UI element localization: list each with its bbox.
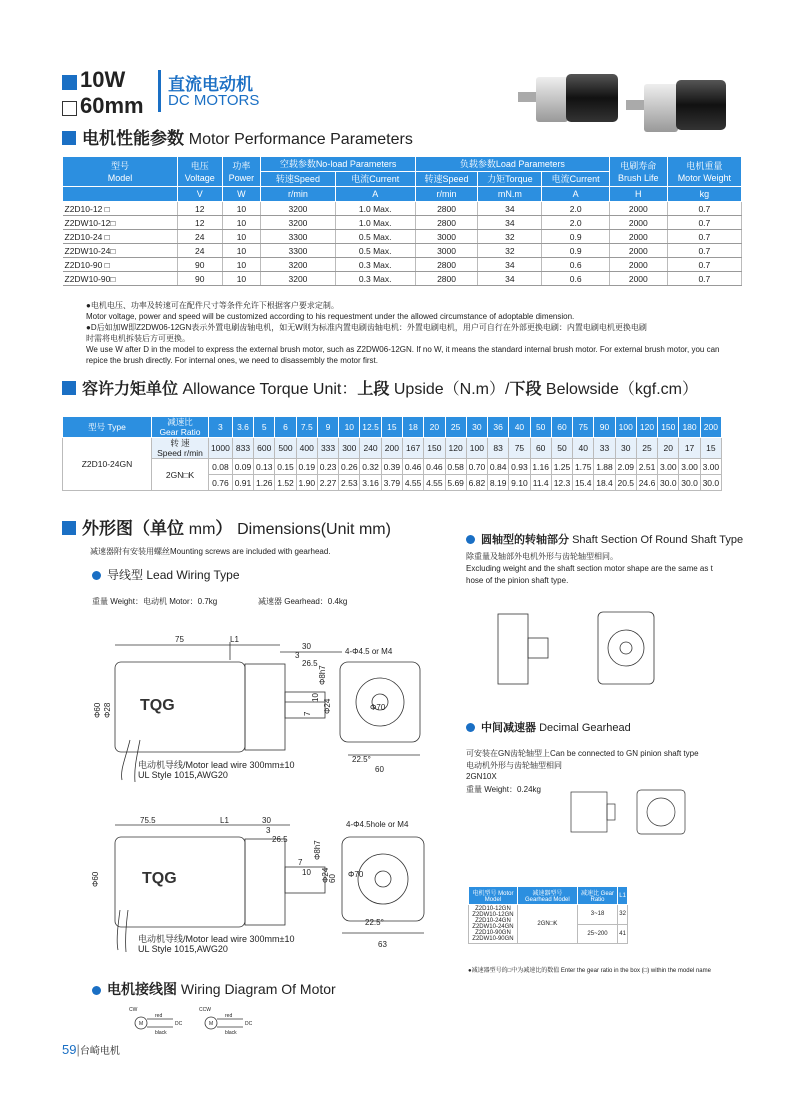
wiring-diagram (125, 1005, 255, 1037)
empty-square-icon (62, 101, 77, 116)
motor-symbol: M (139, 1021, 144, 1027)
table-row: Z2DW10-90□ 90 10 3200 0.3 Max. 2800 34 0.6 2000 0.7 (63, 272, 742, 286)
ratios-cell: 100 (615, 417, 636, 438)
dim2-phi70: Φ70 (348, 870, 364, 879)
kgf-cell: 30.0 (658, 475, 679, 491)
dim-holes: 4-Φ4.5 or M4 (345, 647, 393, 656)
ratios-cell: 3.6 (232, 417, 253, 438)
dim2-holes: 4-Φ4.5hole or M4 (346, 820, 409, 829)
round-shaft-heading: 圆轴型的转轴部分 Shaft Section Of Round Shaft Type (466, 531, 743, 547)
bullet-icon (92, 986, 101, 995)
ratios-cell: 7.5 (296, 417, 317, 438)
dim2-angle: 22.5° (365, 918, 384, 927)
performance-notes: ●电机电压、功率及转速可在配件尺寸等条件允许下根据客户要求定制。 Motor voltage, power and speed will be customized according to his requestment under the allowed circumstance of adoptable dimension. ●D后如加W即Z2DW06-12GN表示外置电刷齿轴电机，如无W则为标准内置电刷齿轴电机：外置电刷电机，用户可自行在外部更换电刷：内置电刷电机更换电刷 时需将电机拆装后方可更换。 We use W after D in the model to express the external brush motor, such as Z2DW06-12GN. If no W, it means the standard internal brush motor. For external brush motor, you can repice the brush directly. For internal ones, we need to disassembly the motor first. (86, 301, 720, 365)
nm-cell: 0.09 (232, 459, 253, 475)
header-title-en: DC MOTORS (168, 92, 260, 109)
kgf-cell: 4.55 (424, 475, 445, 491)
nm-cell: 0.93 (509, 459, 530, 475)
decimal-gear-drawing (565, 780, 695, 840)
nm-cell: 0.84 (488, 459, 509, 475)
bullet-icon (466, 535, 475, 544)
decimal-desc-1: 可安装在GN齿轮轴型上Can be connected to GN pinion shaft type (466, 749, 699, 758)
kgf-cell: 30.0 (679, 475, 700, 491)
decimal-desc-4: 重量 Weight：0.24kg (466, 785, 541, 794)
motor-weight: 重量 Weight：电动机 Motor：0.7kg (92, 597, 218, 606)
nm-cell: 0.39 (381, 459, 402, 475)
kgf-cell: 3.79 (381, 475, 402, 491)
ratios-cell: 30 (466, 417, 487, 438)
kgf-cell: 1.52 (275, 475, 296, 491)
ratios-cell: 10 (339, 417, 360, 438)
round-shaft-desc-1: 除重量及轴部外电机外形与齿轮轴型相同。 (466, 552, 618, 561)
speeds-cell: 40 (573, 438, 594, 459)
dim2-63: 63 (378, 940, 387, 949)
nm-cell: 1.25 (551, 459, 572, 475)
dc-label-2: DC (245, 1021, 253, 1027)
decimal-gear-table: 电机型号 Motor Model 减速器型号 Gearhead Model 减速比 Gear Ratio L1 Z2D10-12GN Z2DW10-12GN Z2D10-24GN Z2DW10-24GN Z2D10-90GN Z2DW10-90GN 2GN□K 3~18 32 25~200 41 (468, 886, 628, 944)
speeds-cell: 83 (488, 438, 509, 459)
dim-phi70: Φ70 (370, 703, 386, 712)
kgf-cell: 24.6 (636, 475, 657, 491)
dim-7: 7 (303, 711, 312, 716)
torque-table: 型号 Type 减速比 Gear Ratio 3 3.6 5 6 7.5 9 10 12.5 15 18 20 25 30 36 40 50 60 75 90 100 120 150 180 200 Z2D10-24GN 转 速 Speed r/min 1000 833 600 500 400 333 300 240 200 167 150 120 100 83 75 60 50 40 33 30 25 20 17 15 2GN□K 0.08 0.09 0.13 0.15 0.19 0.23 0.26 0.32 0.39 0.46 0.46 0.58 0.70 0.84 0.93 1.16 1.25 1.75 1.88 2.09 2.51 3.00 3.00 3.00 0.76 0.91 1.26 1.52 1.90 2.27 2.53 3.16 3.79 4.55 4.55 5.69 6.82 8.19 9.10 11.4 12.3 15.4 18.4 20.5 24.6 30.0 30.0 30.0 (62, 416, 722, 491)
torque-title: 容许力矩单位 Allowance Torque Unit：上段 Upside（N.m）/下段 Belowside（kgf.cm） (62, 376, 698, 399)
nm-cell: 0.15 (275, 459, 296, 475)
dim2-7: 7 (298, 858, 303, 867)
motor-photo (508, 62, 730, 144)
dim-angle: 22.5° (352, 755, 371, 764)
nm-cell: 1.16 (530, 459, 551, 475)
kgf-cell: 30.0 (700, 475, 721, 491)
ratios-cell: 12.5 (360, 417, 381, 438)
ratios-cell: 150 (658, 417, 679, 438)
wire-note-3: 电动机导线/Motor lead wire 300mm±10 (138, 934, 295, 944)
ratios-cell: 18 (402, 417, 423, 438)
speeds-cell: 167 (402, 438, 423, 459)
nm-cell: 0.70 (466, 459, 487, 475)
speeds-cell: 500 (275, 438, 296, 459)
kgf-cell: 11.4 (530, 475, 551, 491)
dim-phi24: Φ24 (323, 698, 332, 714)
dim2-755: 75.5 (140, 816, 156, 825)
speeds-cell: 333 (317, 438, 338, 459)
header-divider (158, 70, 161, 112)
red-label-2: red (225, 1013, 233, 1019)
tqg-logo: TQG (140, 697, 175, 714)
ratios-cell: 15 (381, 417, 402, 438)
kgf-cell: 2.27 (317, 475, 338, 491)
nm-cell: 3.00 (700, 459, 721, 475)
motor-symbol-2: M (209, 1021, 214, 1027)
header-power: 10W (62, 68, 125, 92)
kgf-cell: 1.26 (254, 475, 275, 491)
speeds-cell: 17 (679, 438, 700, 459)
dim2-l1: L1 (220, 816, 229, 825)
gearhead-weight: 减速器 Gearhead：0.4kg (258, 597, 348, 606)
dim-265: 26.5 (302, 659, 318, 668)
kgf-cell: 4.55 (402, 475, 423, 491)
decimal-footnote: ●减速器型号的□中为减速比的数值 Enter the gear ratio in the box (□) within the model name (468, 968, 711, 974)
kgf-cell: 0.91 (232, 475, 253, 491)
dim2-phi60: Φ60 (91, 871, 100, 887)
nm-cell: 0.58 (445, 459, 466, 475)
ratios-cell: 3 (209, 417, 233, 438)
decimal-gear-heading: 中间减速器 Decimal Gearhead (466, 719, 631, 735)
speeds-cell: 120 (445, 438, 466, 459)
page-footer: 59|台崎电机 (62, 1042, 120, 1057)
header-title-cn: 直流电动机 (168, 75, 253, 94)
dim-l1: L1 (230, 635, 239, 644)
tqg-logo-2: TQG (142, 870, 177, 887)
speeds-cell: 20 (658, 438, 679, 459)
kgf-cell: 18.4 (594, 475, 615, 491)
nm-cell: 0.19 (296, 459, 317, 475)
filled-square-icon (62, 75, 77, 90)
cw-label: CW (129, 1007, 138, 1013)
ratios-cell: 5 (254, 417, 275, 438)
dimensions-title: 外形图（单位 mm） Dimensions(Unit mm) (62, 514, 391, 539)
nm-cell: 0.23 (317, 459, 338, 475)
round-shaft-drawing (490, 596, 660, 706)
speeds-cell: 300 (339, 438, 360, 459)
speeds-cell: 1000 (209, 438, 233, 459)
speeds-cell: 200 (381, 438, 402, 459)
table-row: Z2D10-24 □ 24 10 3300 0.5 Max. 3000 32 0.9 2000 0.7 (63, 230, 742, 244)
section-bar-icon (62, 131, 76, 145)
ratios-cell: 90 (594, 417, 615, 438)
kgf-cell: 15.4 (573, 475, 594, 491)
speeds-cell: 50 (551, 438, 572, 459)
header-size: 60mm (62, 94, 144, 118)
ratios-cell: 50 (530, 417, 551, 438)
mount-note: 减速器附有安装用螺丝Mounting screws are included with gearhead. (90, 547, 331, 556)
kgf-cell: 2.53 (339, 475, 360, 491)
dim2-30: 30 (262, 816, 271, 825)
ratios-cell: 20 (424, 417, 445, 438)
bullet-icon (92, 571, 101, 580)
red-label: red (155, 1013, 163, 1019)
dim-60: 60 (375, 765, 384, 774)
bullet-icon (466, 723, 475, 732)
wire-note-4: UL Style 1015,AWG20 (138, 944, 228, 954)
ratios-cell: 180 (679, 417, 700, 438)
decimal-desc-3: 2GN10X (466, 772, 497, 781)
ratios-cell: 60 (551, 417, 572, 438)
kgf-cell: 8.19 (488, 475, 509, 491)
kgf-cell: 20.5 (615, 475, 636, 491)
ratios-cell: 200 (700, 417, 721, 438)
dim-3: 3 (295, 651, 300, 660)
lead-type-heading: 导线型 Lead Wiring Type (92, 566, 240, 583)
speeds-cell: 833 (232, 438, 253, 459)
wiring-heading: 电机接线图 Wiring Diagram Of Motor (92, 979, 336, 999)
dim2-3: 3 (266, 826, 271, 835)
nm-cell: 0.13 (254, 459, 275, 475)
units-row: V W r/min A r/min mN.m A H kg (63, 187, 742, 202)
kgf-cell: 6.82 (466, 475, 487, 491)
speeds-cell: 33 (594, 438, 615, 459)
ccw-label: CCW (199, 1007, 211, 1013)
kgf-cell: 3.16 (360, 475, 381, 491)
nm-cell: 0.08 (209, 459, 233, 475)
nm-cell: 0.46 (402, 459, 423, 475)
ratios-cell: 40 (509, 417, 530, 438)
speeds-cell: 15 (700, 438, 721, 459)
dim-30: 30 (302, 642, 311, 651)
performance-table: 型号 Model 电压 Voltage 功率 Power 空载参数No-load Parameters 负载参数Load Parameters 电刷寿命 Brush Life 电机重量 Motor Weight 转速Speed 电流Current 转速Speed 力矩Torque 电流Current V W r/min A r/min mN.m A H kg Z2D10-12 □ 12 10 3200 1.0 Max. 2800 34 2.0 2000 0.7 Z2DW10-12□ 12 10 3200 1.0 Max. 2800 34 2.0 2000 0.7 Z2D10-24 □ 24 10 3300 0.5 Max. 3000 32 0.9 2000 0.7 Z2DW10-24□ 24 10 3300 0.5 Max. 3000 32 0.9 2000 0.7 Z2D10-90 □ 90 10 3200 0.3 Max. 2800 34 0.6 2000 0.7 Z2DW10-90□ 90 10 3200 0.3 Max. 2800 34 0.6 2000 0.7 (62, 156, 742, 286)
wire-note-1: 电动机导线/Motor lead wire 300mm±10 (138, 760, 295, 770)
speeds-cell: 150 (424, 438, 445, 459)
nm-cell: 3.00 (679, 459, 700, 475)
dim-10: 10 (311, 693, 320, 702)
decimal-desc-2: 电动机外形与齿轮轴型相同 (466, 761, 562, 770)
speeds-cell: 60 (530, 438, 551, 459)
speeds-cell: 25 (636, 438, 657, 459)
round-shaft-desc-3: hose of the pinion shaft type. (466, 576, 569, 585)
nm-cell: 0.32 (360, 459, 381, 475)
round-shaft-desc-2: Excluding weight and the shaft section motor shape are the same as t (466, 564, 713, 573)
table-row: Z2D10-12 □ 12 10 3200 1.0 Max. 2800 34 2.0 2000 0.7 (63, 202, 742, 216)
kgf-cell: 1.90 (296, 475, 317, 491)
dim2-phi24: Φ24 (321, 867, 330, 883)
kgf-cell: 5.69 (445, 475, 466, 491)
kgf-cell: 9.10 (509, 475, 530, 491)
ratios-cell: 9 (317, 417, 338, 438)
speeds-cell: 30 (615, 438, 636, 459)
kgf-cell: 12.3 (551, 475, 572, 491)
dim-phi60: Φ60 (93, 702, 102, 718)
nm-cell: 2.51 (636, 459, 657, 475)
nm-cell: 2.09 (615, 459, 636, 475)
black-label-2: black (225, 1030, 237, 1036)
dim2-265: 26.5 (272, 835, 288, 844)
dim2-60: 60 (328, 874, 337, 883)
nm-cell: 1.88 (594, 459, 615, 475)
dc-label: DC (175, 1021, 183, 1027)
ratios-cell: 120 (636, 417, 657, 438)
speeds-cell: 75 (509, 438, 530, 459)
nm-cell: 1.75 (573, 459, 594, 475)
nm-cell: 0.26 (339, 459, 360, 475)
section-bar-icon (62, 381, 76, 395)
speeds-cell: 600 (254, 438, 275, 459)
nm-cell: 0.46 (424, 459, 445, 475)
ratios-cell: 25 (445, 417, 466, 438)
section-bar-icon (62, 521, 76, 535)
speeds-cell: 100 (466, 438, 487, 459)
dim-phi8: Φ8h7 (318, 665, 327, 685)
nm-cell: 3.00 (658, 459, 679, 475)
dim2-10: 10 (302, 868, 311, 877)
kgf-cell: 0.76 (209, 475, 233, 491)
ratios-cell: 6 (275, 417, 296, 438)
dim2-phi8: Φ8h7 (313, 840, 322, 860)
black-label: black (155, 1030, 167, 1036)
ratios-cell: 36 (488, 417, 509, 438)
ratios-cell: 75 (573, 417, 594, 438)
table-row: Z2D10-90 □ 90 10 3200 0.3 Max. 2800 34 0.6 2000 0.7 (63, 258, 742, 272)
dim-75: 75 (175, 635, 184, 644)
performance-title: 电机性能参数 Motor Performance Parameters (62, 124, 413, 149)
wire-note-2: UL Style 1015,AWG20 (138, 770, 228, 780)
table-row: Z2DW10-12□ 12 10 3200 1.0 Max. 2800 34 2.0 2000 0.7 (63, 216, 742, 230)
table-row: Z2DW10-24□ 24 10 3300 0.5 Max. 3000 32 0.9 2000 0.7 (63, 244, 742, 258)
dim-phi28: Φ28 (103, 702, 112, 718)
speeds-cell: 400 (296, 438, 317, 459)
speeds-cell: 240 (360, 438, 381, 459)
